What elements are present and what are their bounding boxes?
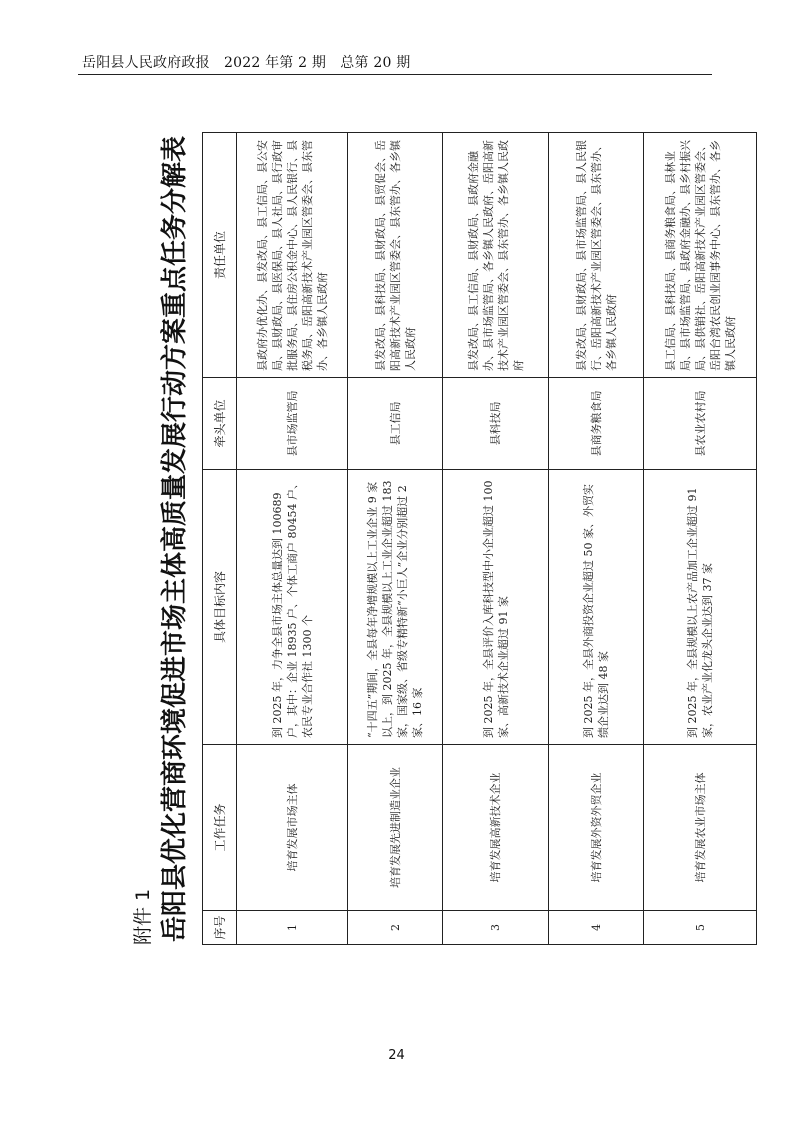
cell-units: 县发改局、县工信局、县财政局、县政府金融办、县市场监管局、各乡镇人民政府、岳阳高新技术产业园区管委会、县东管办、各乡镇人民政府 bbox=[443, 133, 549, 378]
col-header-task: 工作任务 bbox=[203, 745, 237, 911]
cell-no: 1 bbox=[237, 911, 348, 945]
page-header bbox=[82, 52, 712, 74]
col-header-target: 具体目标内容 bbox=[203, 470, 237, 745]
header-text: 岳阳县人民政府政报 2022 年第 2 期 总第 20 期 bbox=[82, 55, 411, 71]
rotated-content bbox=[126, 133, 737, 945]
cell-units: 县发改局、县科技局、县财政局、县贸促会、岳阳高新技术产业园区管委会、县东管办、各乡镇人民政府 bbox=[348, 133, 443, 378]
col-header-no: 序号 bbox=[203, 911, 237, 945]
cell-target: 到 2025 年，全县规模以上农产品加工企业超过 91 家，农业产业化龙头企业达到 37 家 bbox=[644, 470, 757, 745]
cell-units: 县发改局、县财政局、县市场监管局、县人民银行、岳阳高新技术产业园区管委会、县东管办、各乡镇人民政府 bbox=[549, 133, 644, 378]
cell-task: 培育发展农业市场主体 bbox=[644, 745, 757, 911]
attachment-label: 附件 1 bbox=[132, 888, 154, 945]
cell-lead: 县市场监管局 bbox=[237, 378, 348, 470]
page-number: 24 bbox=[388, 1048, 405, 1063]
cell-task: 培育发展先进制造业企业 bbox=[348, 745, 443, 911]
header-rule bbox=[78, 74, 712, 75]
col-header-lead: 牵头单位 bbox=[203, 378, 237, 470]
table-row bbox=[348, 133, 443, 945]
cell-units: 县工信局、县科技局、县商务粮食局、县林业局、县市场监管局、县政府金融办、县乡村振兴局、县供销社、岳阳高新技术产业园区管委会、岳阳台湾农民创业园事务中心、县东管办、各乡镇人民政府 bbox=[644, 133, 757, 378]
cell-target: 到 2025 年，力争全县市场主体总量达到 100689 户，其中：企业 18935 户、个体工商户 80454 户、农民专业合作社 1300 个 bbox=[237, 470, 348, 745]
cell-task: 培育发展外资外贸企业 bbox=[549, 745, 644, 911]
cell-no: 5 bbox=[644, 911, 757, 945]
cell-task: 培育发展高新技术企业 bbox=[443, 745, 549, 911]
cell-no: 3 bbox=[443, 911, 549, 945]
col-header-units: 责任单位 bbox=[203, 133, 237, 378]
cell-lead: 县工信局 bbox=[348, 378, 443, 470]
cell-no: 4 bbox=[549, 911, 644, 945]
task-table bbox=[202, 132, 757, 945]
cell-no: 2 bbox=[348, 911, 443, 945]
cell-target: “十四五”期间，全县每年净增规模以上工业企业 9 家以上，到 2025 年，全县规模以上工业企业超过 183 家，国家级、省级专精特新“小巨人”企业分别超过 2 家、16 家 bbox=[348, 470, 443, 745]
table-row bbox=[443, 133, 549, 945]
cell-lead: 县农业农村局 bbox=[644, 378, 757, 470]
document-title: 岳阳县优化营商环境促进市场主体高质量发展行动方案重点任务分解表 bbox=[160, 136, 190, 943]
cell-target: 到 2025 年，全县评价入库科技型中小企业超过 100 家、高新技术企业超过 91 家 bbox=[443, 470, 549, 745]
table-row bbox=[237, 133, 348, 945]
table-row bbox=[549, 133, 644, 945]
cell-units: 县政府办优化办、县发改局、县工信局、县公安局、县财政局、县医保局、县人社局、县行政审批服务局、县住房公积金中心、县人民银行、县税务局、岳阳高新技术产业园区管委会、县东管办、各乡镇人民政府 bbox=[237, 133, 348, 378]
cell-target: 到 2025 年，全县外商投资企业超过 50 家、外贸实绩企业达到 48 家 bbox=[549, 470, 644, 745]
table-row bbox=[644, 133, 757, 945]
cell-lead: 县科技局 bbox=[443, 378, 549, 470]
cell-task: 培育发展市场主体 bbox=[237, 745, 348, 911]
cell-lead: 县商务粮食局 bbox=[549, 378, 644, 470]
table-header-row bbox=[203, 133, 237, 945]
